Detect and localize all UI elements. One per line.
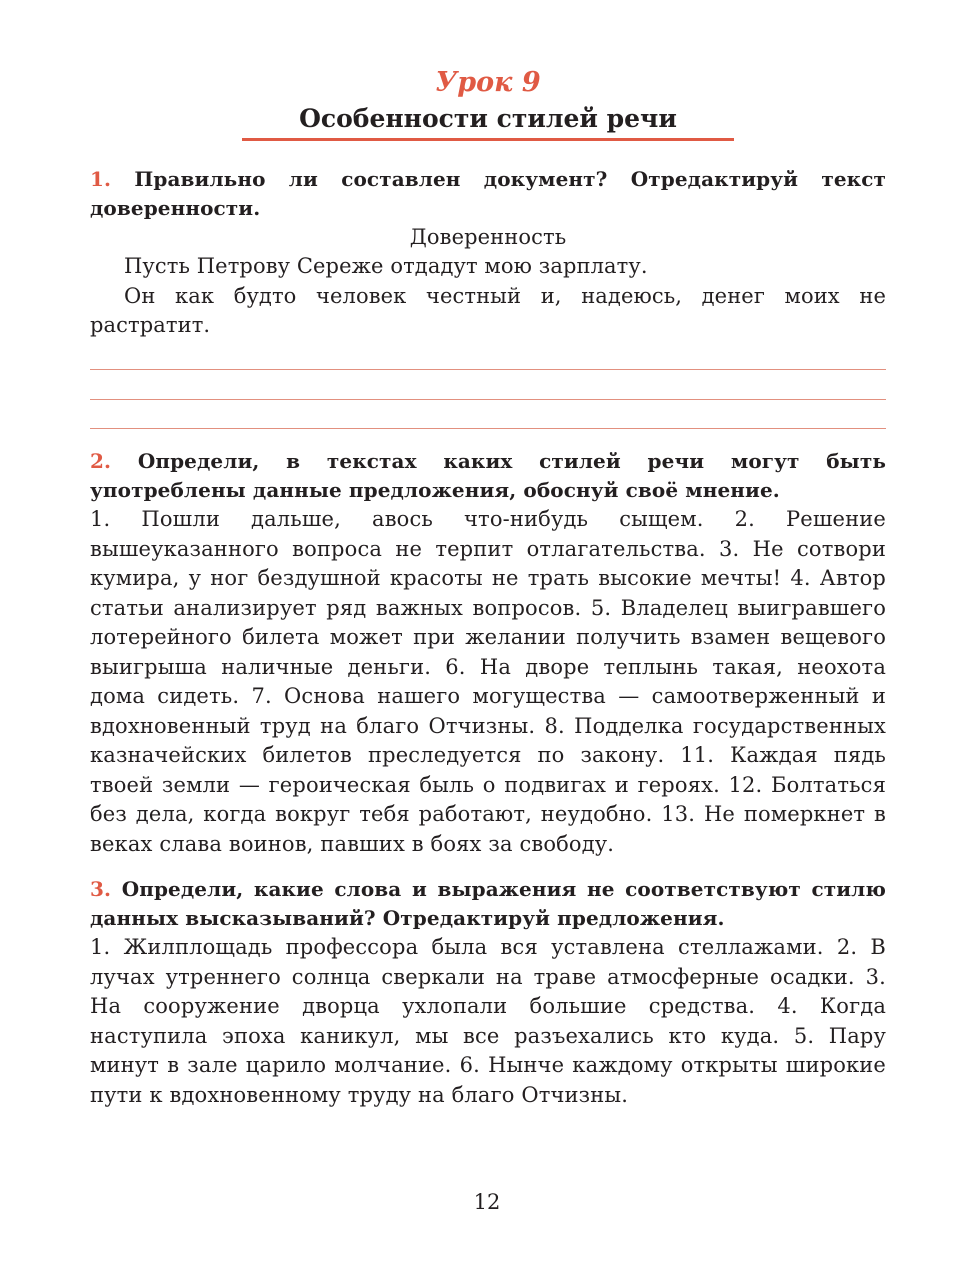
title-underline <box>242 138 734 141</box>
document-paragraph: Он как будто человек честный и, надеюсь, денег моих не растратит. <box>90 283 886 337</box>
task-1 <box>90 165 886 429</box>
task-2-instruction <box>90 447 886 505</box>
task-2-number: 2. <box>90 449 112 473</box>
page-number: 12 <box>473 1190 501 1214</box>
answer-line[interactable] <box>90 428 886 429</box>
task-2 <box>90 447 886 859</box>
task-1-instruction-text: Правильно ли составлен документ? Отредактируй текст доверенности. <box>90 167 886 220</box>
task-3-instruction <box>90 875 886 933</box>
task-1-instruction <box>90 165 886 223</box>
task-3-number: 3. <box>90 877 112 901</box>
document-title: Доверенность <box>409 225 567 249</box>
task-2-instruction-text: Определи, в текстах каких стилей речи могут быть употреблены данные предложения, обоснуй своё мнение. <box>90 449 886 502</box>
answer-line[interactable] <box>90 399 886 400</box>
answer-line[interactable] <box>90 369 886 370</box>
task-1-number: 1. <box>90 167 112 191</box>
task-2-sentences: 1. Пошли дальше, авось что-нибудь сыщем. 2. Решение вышеуказанного вопроса не терпит отлагательства. 3. Не сотвори кумира, у ног бездушной красоты не трать высокие мечты! 4. Автор статьи анализирует ряд важных вопросов. 5. Владелец выигравшего лотерейного билета может при желании получить взамен вещевого выигрыша наличные деньги. 6. На дворе теплынь такая, неохота дома сидеть. 7. Основа нашего могущества — самоотверженный и вдохновенный труд на благо Отчизны. 8. Подделка государственных казначейских билетов преследуется по закону. 11. Каждая пядь твоей земли — героическая быль о подвигах и героях. 12. Болтаться без дела, когда вокруг тебя работают, неудобно. 13. Не померкнет в веках слава воинов, павших в боях за свободу. <box>90 507 886 856</box>
task-3 <box>90 875 886 1110</box>
answer-lines[interactable] <box>90 369 886 429</box>
page-content <box>90 60 886 1110</box>
document-paragraph: Пусть Петрову Сереже отдадут мою зарплату. <box>124 254 648 278</box>
lesson-label: Урок 9 <box>435 67 541 98</box>
task-3-instruction-text: Определи, какие слова и выражения не соответствуют стилю данных высказываний? Отредактируй предложения. <box>90 877 886 930</box>
lesson-title: Особенности стилей речи <box>299 104 677 133</box>
task-3-sentences: 1. Жилплощадь профессора была вся уставлена стеллажами. 2. В лучах утреннего солнца сверкали на траве атмосферные осадки. 3. На сооружение дворца ухлопали большие средства. 4. Когда наступила эпоха каникул, мы все разъехались кто куда. 5. Пару минут в зале царило молчание. 6. Нынче каждому открыты широкие пути к вдохновенному труду на благо Отчизны. <box>90 935 886 1107</box>
